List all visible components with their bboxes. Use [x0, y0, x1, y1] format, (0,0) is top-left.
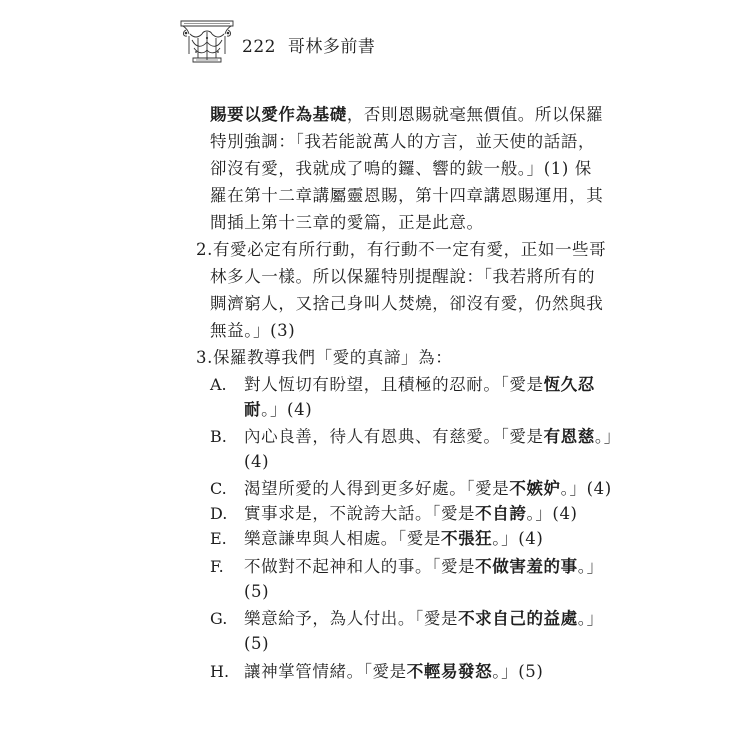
list-item-f-cont: (5) — [244, 582, 270, 601]
intro-line-1: 賜要以愛作為基礎，否則恩賜就毫無價值。所以保羅 — [210, 105, 604, 124]
list-item-c: 渴望所愛的人得到更多好處。「愛是不嫉妒。」(4) — [244, 479, 612, 498]
running-title: 哥林多前書 — [287, 37, 376, 57]
point2-line-4: 無益。」(3) — [210, 321, 296, 340]
intro-line-4: 羅在第十二章講屬靈恩賜，第十四章講恩賜運用，其 — [210, 186, 604, 205]
intro-line-3: 卻沒有愛，我就成了鳴的鑼、響的鈸一般。」(1) 保 — [210, 159, 592, 178]
item-label: H. — [210, 662, 230, 681]
item-label: G. — [210, 609, 228, 628]
column-capital-icon — [180, 18, 234, 68]
item-label: E. — [210, 529, 227, 548]
item-label: F. — [210, 557, 224, 576]
list-item-d: 實事求是，不說誇大話。「愛是不自誇。」(4) — [244, 504, 578, 523]
point2-line-3: 賙濟窮人，又捨己身叫人焚燒，卻沒有愛，仍然與我 — [210, 294, 604, 313]
list-item-b: 內心良善，待人有恩典、有慈愛。「愛是有恩慈。」 — [244, 427, 621, 446]
page-number: 222 — [242, 37, 276, 57]
item-label: D. — [210, 504, 228, 523]
list-item-a-cont: 耐。」(4) — [244, 400, 313, 419]
point3-heading: 3.保羅教導我們「愛的真諦」為： — [196, 348, 453, 367]
list-item-g: 樂意給予，為人付出。「愛是不求自己的益處。」 — [244, 609, 604, 628]
point2-line-2: 林多人一樣。所以保羅特別提醒說：「我若將所有的 — [210, 267, 596, 286]
point2-line-1: 2.有愛必定有所行動，有行動不一定有愛，正如一些哥 — [196, 240, 607, 259]
list-item-g-cont: (5) — [244, 634, 270, 653]
item-label: B. — [210, 427, 227, 446]
list-item-a: 對人恆切有盼望，且積極的忍耐。「愛是恆久忍 — [244, 375, 595, 394]
intro-line-5: 間插上第十三章的愛篇，正是此意。 — [210, 213, 484, 232]
item-label: C. — [210, 479, 227, 498]
list-item-f: 不做對不起神和人的事。「愛是不做害羞的事。」 — [244, 557, 604, 576]
item-label: A. — [210, 375, 227, 394]
intro-line-2: 特別強調：「我若能說萬人的方言，並天使的話語， — [210, 132, 596, 151]
running-header — [242, 32, 375, 57]
intro-emphasis: 賜要以愛作為基礎 — [210, 105, 347, 124]
list-item-b-cont: (4) — [244, 452, 270, 471]
list-item-h: 讓神掌管情緒。「愛是不輕易發怒。」(5) — [244, 662, 544, 681]
list-item-e: 樂意謙卑與人相處。「愛是不張狂。」(4) — [244, 529, 544, 548]
